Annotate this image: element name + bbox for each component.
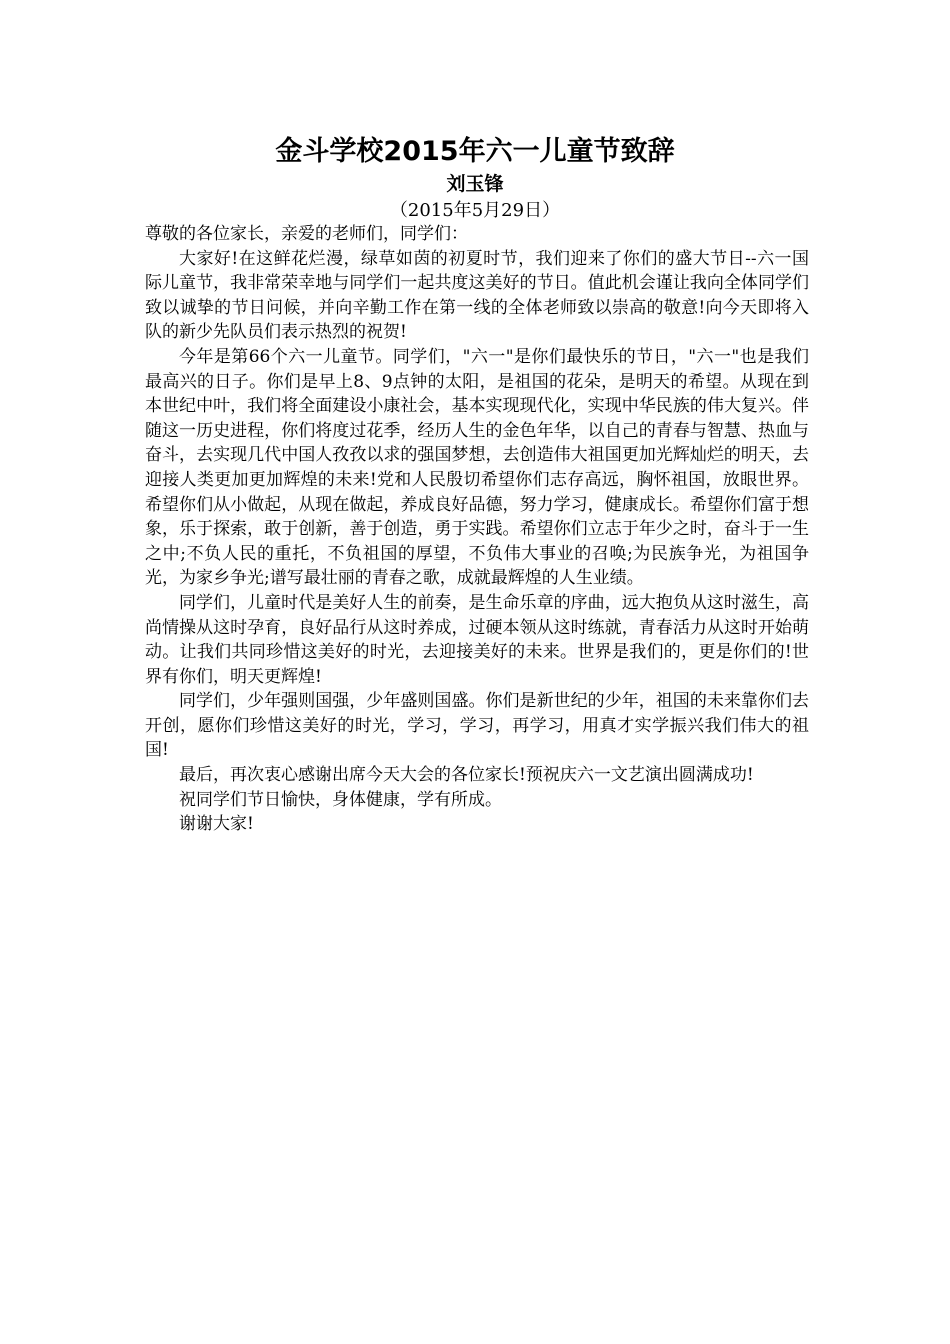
paragraph-wishes: 祝同学们节日愉快，身体健康，学有所成。 <box>179 789 502 810</box>
document-body <box>145 222 809 837</box>
document-author: 刘玉锋 <box>446 173 504 195</box>
paragraph-hopes: 今年是第66个六一儿童节。同学们，"六一"是你们最快乐的节日，"六一"也是我们最高兴的日子。你们是早上8、9点钟的太阳，是祖国的花朵，是明天的希望。从现在到本世纪中叶，我们将全面建设小康社会，基本实现现代化，实现中华民族的伟大复兴。伴随这一历史进程，你们将度过花季，经历人生的金色年华，以自己的青春与智慧、热血与奋斗，去实现几代中国人孜孜以求的强国梦想，去创造伟大祖国更加光辉灿烂的明天，去迎接人类更加更加辉煌的未来!党和人民殷切希望你们志存高远，胸怀祖国，放眼世界。希望你们从小做起，从现在做起，养成良好品德，努力学习，健康成长。希望你们富于想象，乐于探索，敢于创新，善于创造，勇于实践。希望你们立志于年少之时，奋斗于一生之中;不负人民的重托，不负祖国的厚望，不负伟大事业的召唤;为民族争光，为祖国争光，为家乡争光;谱写最壮丽的青春之歌，成就最辉煌的人生业绩。 <box>145 346 809 589</box>
document-date: （2015年5月29日） <box>389 200 561 221</box>
paragraph-thanks: 最后，再次衷心感谢出席今天大会的各位家长!预祝庆六一文艺演出圆满成功! <box>179 765 754 786</box>
paragraph-closing: 谢谢大家! <box>179 814 254 835</box>
paragraph-greeting: 大家好!在这鲜花烂漫，绿草如茵的初夏时节，我们迎来了你们的盛大节日--六一国际儿童节，我非常荣幸地与同学们一起共度这美好的节日。值此机会谨让我向全体同学们致以诚挚的节日问候，并向辛勤工作在第一线的全体老师致以崇高的敬意!向今天即将入队的新少先队员们表示热烈的祝贺! <box>145 248 809 343</box>
document-title: 金斗学校2015年六一儿童节致辞 <box>275 136 675 167</box>
paragraph-childhood: 同学们，儿童时代是美好人生的前奏，是生命乐章的序曲，远大抱负从这时滋生，高尚情操从这时孕育，良好品行从这时养成，过硬本领从这时练就，青春活力从这时开始萌动。让我们共同珍惜这美好的时光，去迎接美好的未来。世界是我们的，更是你们的!世界有你们，明天更辉煌! <box>145 592 809 687</box>
salutation: 尊敬的各位家长，亲爱的老师们，同学们： <box>145 224 468 244</box>
paragraph-youth: 同学们，少年强则国强，少年盛则国盛。你们是新世纪的少年，祖国的未来靠你们去开创，愿你们珍惜这美好的时光，学习，学习，再学习，用真才实学振兴我们伟大的祖国! <box>145 691 809 761</box>
